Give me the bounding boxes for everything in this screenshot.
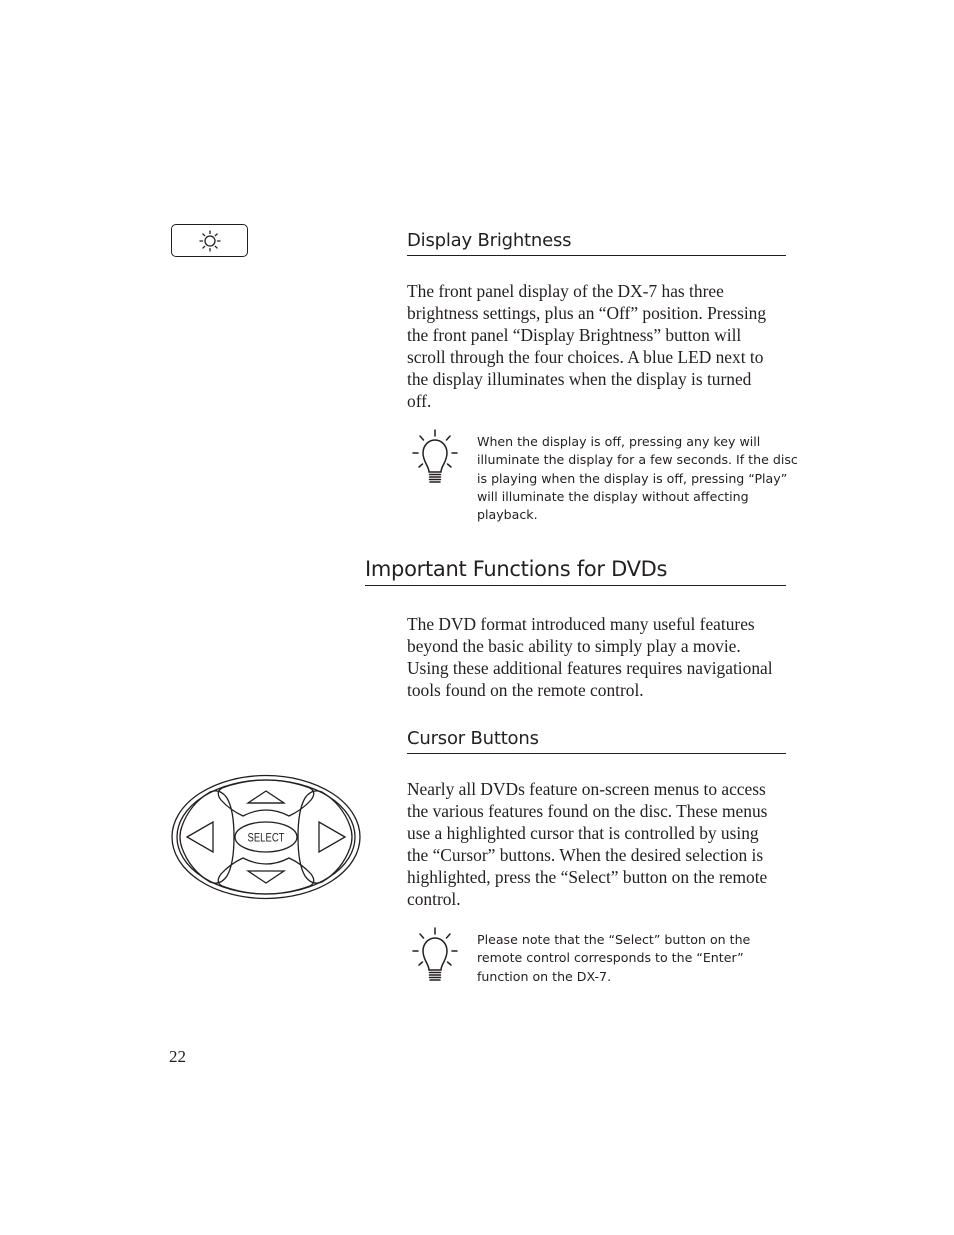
display-brightness-button-illustration xyxy=(171,224,248,257)
important-functions-paragraph: The DVD format introduced many useful features beyond the basic ability to simply play a movie. Using these additional features requires navigational tools found on the remote control. xyxy=(407,614,773,700)
section-heading-important-functions: Important Functions for DVDs xyxy=(365,557,668,581)
section-heading-cursor-buttons: Cursor Buttons xyxy=(407,728,539,749)
cursor-down-button xyxy=(218,858,314,894)
sun-icon xyxy=(198,229,222,253)
display-brightness-paragraph: The front panel display of the DX-7 has three brightness settings, plus an “Off” position. Pressing the front panel “Display Brightness” button will scroll through the four choices. A blue LED next to the display illuminates when the display is turned off. xyxy=(407,281,767,411)
heading-rule xyxy=(407,255,786,256)
cursor-up-button xyxy=(218,780,314,816)
section-heading-display-brightness: Display Brightness xyxy=(407,230,572,251)
tip-select-enter: Please note that the “Select” button on the remote control corresponds to the “Enter” function on the DX-7. xyxy=(477,932,751,984)
lightbulb-icon xyxy=(410,926,460,984)
page-number: 22 xyxy=(169,1047,186,1066)
heading-rule xyxy=(407,753,786,754)
tip-display-off: When the display is off, pressing any key will illuminate the display for a few seconds. If the disc is playing when the display is off, pressing “Play” will illuminate the display without affecting playback. xyxy=(477,434,798,523)
cursor-pad-illustration xyxy=(170,774,362,900)
cursor-buttons-paragraph: Nearly all DVDs feature on-screen menus to access the various features found on the disc. These menus use a highlighted cursor that is controlled by using the “Cursor” buttons. When the desired selection is highlighted, press the “Select” button on the remote control. xyxy=(407,779,768,909)
heading-rule xyxy=(365,585,786,586)
lightbulb-icon xyxy=(410,428,460,486)
select-label: SELECT xyxy=(247,830,286,845)
